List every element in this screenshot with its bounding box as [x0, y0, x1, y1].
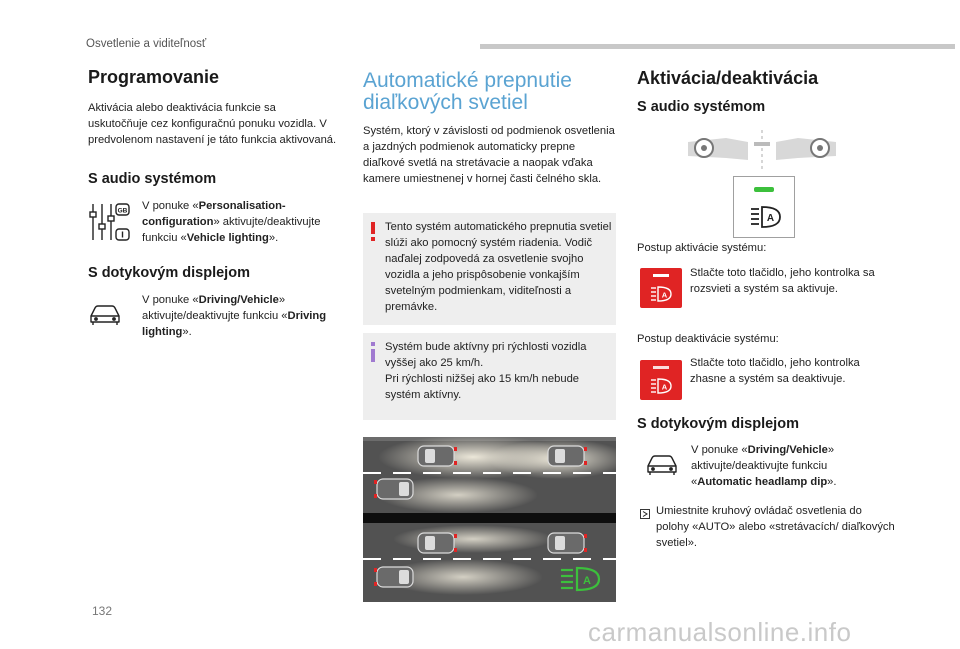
menu-name: Driving/Vehicle — [198, 294, 279, 306]
warning-text: Tento systém automatického prepnutia svetiel slúži ako pomocný systém riadenia. Vodič naďalej zodpovedá za osvetlenie svojho vozidla a jeho prispôsobenie vonkajším svetelným podmienkam, viditeľnosti a premávke. — [385, 221, 612, 313]
arrow-bullet-icon — [640, 506, 650, 516]
activate-text: Stlačte toto tlačidlo, jeho kontrolka sa rozsvieti a systém sa aktivuje. — [690, 267, 875, 295]
auto-headlamp-button-off — [640, 360, 682, 400]
col3-touch-title: S dotykovým displejom — [637, 416, 799, 432]
activate-label: Postup aktivácie systému: — [637, 242, 767, 254]
dashboard-illustration — [686, 128, 838, 174]
col1-touch-title: S dotykovým displejom — [88, 265, 250, 281]
auto-headlamp-icon — [650, 286, 672, 307]
auto-headlamp-icon — [650, 378, 672, 399]
activation-title: Aktivácia/deaktivácia — [637, 68, 819, 88]
function-name: Driving lighting — [142, 310, 327, 338]
auto-headlamp-icon — [750, 206, 782, 233]
settings-sliders-icon — [88, 202, 130, 242]
col1-audio-text: V ponuke «Personalisation-configuration» aktivujte/deaktivujte funkciu «Vehicle lighting». — [142, 200, 321, 244]
section-header: Osvetlenie a viditeľnosť — [86, 38, 207, 50]
col1-touch-text: V ponuke «Driving/Vehicle» aktivujte/deaktivujte funkciu «Driving lighting». — [142, 294, 327, 338]
svg-text:A: A — [661, 290, 668, 300]
auto-headlamp-title: Automatické prepnutie diaľkových svetiel — [363, 69, 572, 114]
col3-touch-text: V ponuke «Driving/Vehicle» aktivujte/deaktivujte funkciu «Automatic headlamp dip». — [691, 444, 837, 488]
programming-intro: Aktivácia alebo deaktivácia funkcie sa uskutočňuje cez konfiguračnú ponuku vozidla. V predvolenom nastavení je táto funkcia aktivovaná. — [88, 102, 337, 146]
auto-headlamp-intro: Systém, ktorý v závislosti od podmienok osvetlenia a jazdných podmienok automaticky prepne diaľkové svetlá na stretávacie a naopak vďaka kamere umiestnenej v hornej časti čelného skla. — [363, 125, 615, 185]
col1-audio-title: S audio systémom — [88, 171, 217, 187]
svg-text:A: A — [661, 382, 668, 392]
function-name: Vehicle lighting — [186, 232, 269, 244]
watermark: carmanualsonline.info — [588, 617, 852, 647]
menu-name: Driving/Vehicle — [747, 444, 828, 456]
svg-text:A: A — [583, 575, 591, 587]
car-icon — [88, 303, 122, 327]
auto-headlamp-button[interactable] — [733, 176, 795, 238]
svg-text:A: A — [766, 213, 775, 224]
warning-icon — [368, 222, 378, 242]
function-name: Automatic headlamp dip — [697, 476, 828, 488]
bullet-text: Umiestnite kruhový ovládač osvetlenia do polohy «AUTO» alebo «stretávacích/ diaľkových svetiel». — [656, 505, 895, 549]
programming-title: Programovanie — [88, 67, 220, 87]
header-bar — [480, 44, 955, 49]
button-indicator-light — [754, 187, 774, 192]
info-icon — [368, 342, 378, 362]
menu-name: Personalisation-configuration — [142, 200, 286, 228]
car-icon — [645, 453, 679, 477]
indicator-light-off — [653, 366, 669, 369]
svg-text:GB: GB — [117, 207, 128, 215]
deactivate-text: Stlačte toto tlačidlo, jeho kontrolka zhasne a systém sa deaktivuje. — [690, 357, 860, 385]
auto-headlamp-button-on — [640, 268, 682, 308]
deactivate-label: Postup deaktivácie systému: — [637, 333, 779, 345]
page-number: 132 — [92, 604, 113, 618]
info-text: Systém bude aktívny pri rýchlosti vozidla vyššej ako 25 km/h. Pri rýchlosti nižšej ako 15 km/h nebude systém aktívny. — [385, 341, 587, 401]
indicator-light-on — [653, 274, 669, 277]
road-illustration — [363, 437, 616, 602]
col3-audio-title: S audio systémom — [637, 99, 766, 115]
